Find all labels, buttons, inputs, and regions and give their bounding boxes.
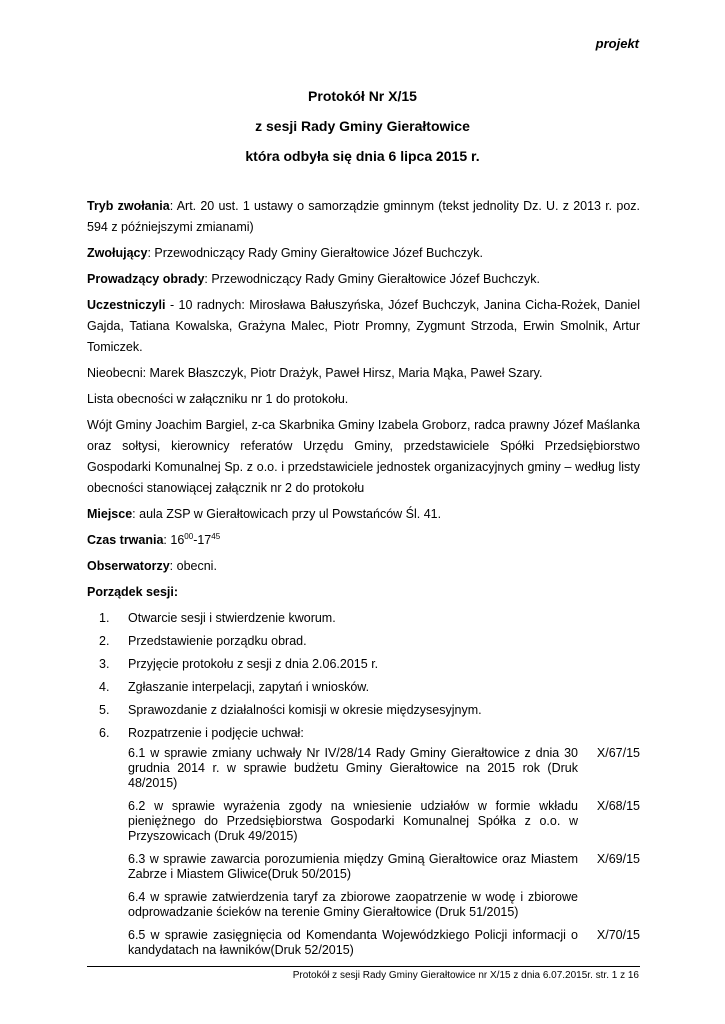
obserwatorzy-text: : obecni. <box>169 559 217 573</box>
prowadzacy-text: : Przewodniczący Rady Gminy Gierałtowice Józef Buchczyk. <box>204 272 540 286</box>
prowadzacy-label: Prowadzący obrady <box>87 272 205 286</box>
resolution-item <box>128 799 640 844</box>
zwolujacy-text: : Przewodniczący Rady Gminy Gierałtowice Józef Buchczyk. <box>147 246 483 260</box>
obserwatorzy <box>87 556 640 577</box>
agenda-item-number: 1. <box>99 611 110 625</box>
czas-label: Czas trwania <box>87 533 164 547</box>
agenda-item <box>87 677 640 698</box>
title-line-2: z sesji Rady Gminy Gierałtowice <box>255 118 470 134</box>
uczestniczyli-text: - 10 radnych: Mirosława Bałuszyńska, Józef Buchczyk, Janina Cicha-Rożek, Daniel Gajda, Tatiana Kowalska, Grażyna Malec, Piotr Promny, Zygmunt Strzoda, Erwin Smolnik, Artur Tomiczek. <box>87 298 640 354</box>
prowadzacy <box>87 269 640 290</box>
agenda-item-text: Przedstawienie porządku obrad. <box>128 634 307 648</box>
czas-sup-start: 00 <box>184 531 194 541</box>
agenda-item-number: 5. <box>99 703 110 717</box>
uczestniczyli <box>87 295 640 358</box>
tryb-text: : Art. 20 ust. 1 ustawy o samorządzie gminnym (tekst jednolity Dz. U. z 2013 r. poz. 594 z późniejszymi zmianami) <box>87 199 640 234</box>
document-title <box>0 88 725 178</box>
tryb-label: Tryb zwołania <box>87 199 170 213</box>
draft-label: projekt <box>595 36 639 51</box>
resolution-text: 6.5 w sprawie zasięgnięcia od Komendanta Wojewódzkiego Policji informacji o kandydatach na ławników(Druk 52/2015) <box>128 928 578 957</box>
agenda-item-text: Otwarcie sesji i stwierdzenie kworum. <box>128 611 336 625</box>
agenda-item-text: Zgłaszanie interpelacji, zapytań i wniosków. <box>128 680 370 694</box>
czas-prefix: : 16 <box>163 533 185 547</box>
resolution-number: X/69/15 <box>596 852 640 866</box>
resolution-list <box>128 746 640 958</box>
resolution-text: 6.1 w sprawie zmiany uchwały Nr IV/28/14 Rady Gminy Gierałtowice z dnia 30 grudnia 2014 r. w sprawie budżetu Gminy Gierałtowice na 2015 rok (Druk 48/2015) <box>128 746 578 790</box>
title-line-1: Protokół Nr X/15 <box>308 88 417 104</box>
resolution-item <box>128 928 640 958</box>
czas-trwania <box>87 530 640 551</box>
resolution-item <box>128 852 640 882</box>
agenda-item-text: Sprawozdanie z działalności komisji w okresie międzysesyjnym. <box>128 703 482 717</box>
agenda-item <box>87 608 640 629</box>
agenda-item <box>87 700 640 721</box>
czas-mid: -17 <box>193 533 212 547</box>
resolution-number: X/67/15 <box>596 746 640 760</box>
agenda-item <box>87 631 640 652</box>
resolution-text: 6.2 w sprawie wyrażenia zgody na wniesienie udziałów w formie wkładu pieniężnego do Przedsiębiorstwa Gospodarki Komunalnej Spółka z o.o. w Przyszowicach (Druk 49/2015) <box>128 799 578 843</box>
agenda-item-number: 2. <box>99 634 110 648</box>
czas-sup-end: 45 <box>211 531 221 541</box>
page-footer: Protokół z sesji Rady Gminy Gierałtowice nr X/15 z dnia 6.07.2015r. str. 1 z 16 <box>292 970 639 981</box>
title-line-3: która odbyła się dnia 6 lipca 2015 r. <box>245 148 480 164</box>
resolution-number: X/70/15 <box>596 928 640 942</box>
obserwatorzy-label: Obserwatorzy <box>87 559 170 573</box>
nieobecni: Nieobecni: Marek Błaszczyk, Piotr Drażyk, Paweł Hirsz, Maria Mąka, Paweł Szary. <box>87 366 543 380</box>
resolution-text: 6.4 w sprawie zatwierdzenia taryf za zbiorowe zaopatrzenie w wodę i zbiorowe odprowadzanie ścieków na terenie Gminy Gierałtowice (Druk 51/2015) <box>128 890 578 919</box>
agenda-item-number: 3. <box>99 657 110 671</box>
miejsce-label: Miejsce <box>87 507 133 521</box>
tryb-zwolania <box>87 196 640 238</box>
goscie: Wójt Gminy Joachim Bargiel, z-ca Skarbnika Gminy Izabela Groborz, radca prawny Józef Maślanka oraz sołtysi, kierownicy referatów Urzędu Gminy, przedstawiciele Spółki Przedsiębiorstwo Gospodarki Komunalnej Sp. z o.o. i przedstawiciele jednostek organizacyjnych gminy – według listy obecności stanowiącej załącznik nr 2 do protokołu <box>87 418 640 495</box>
lista-obecnosci: Lista obecności w załączniku nr 1 do protokołu. <box>87 392 349 406</box>
zwolujacy <box>87 243 640 264</box>
agenda-item <box>87 723 640 744</box>
uczestniczyli-label: Uczestniczyli <box>87 298 166 312</box>
zwolujacy-label: Zwołujący <box>87 246 148 260</box>
agenda-item-number: 6. <box>99 726 110 740</box>
resolution-item <box>128 746 640 791</box>
footer-divider <box>87 966 640 967</box>
resolution-text: 6.3 w sprawie zawarcia porozumienia między Gminą Gierałtowice oraz Miastem Zabrze i Miastem Gliwice(Druk 50/2015) <box>128 852 578 881</box>
resolution-item <box>128 890 640 920</box>
agenda-item-text: Rozpatrzenie i podjęcie uchwał: <box>128 726 304 740</box>
resolution-number <box>590 890 640 920</box>
resolution-number: X/68/15 <box>596 799 640 813</box>
document-body <box>87 196 640 966</box>
agenda-item <box>87 654 640 675</box>
agenda-item-number: 4. <box>99 680 110 694</box>
miejsce <box>87 504 640 525</box>
porzadek-heading: Porządek sesji: <box>87 585 179 599</box>
agenda-list <box>87 608 640 744</box>
miejsce-text: : aula ZSP w Gierałtowicach przy ul Powstańców Śl. 41. <box>132 507 442 521</box>
agenda-item-text: Przyjęcie protokołu z sesji z dnia 2.06.2015 r. <box>128 657 379 671</box>
